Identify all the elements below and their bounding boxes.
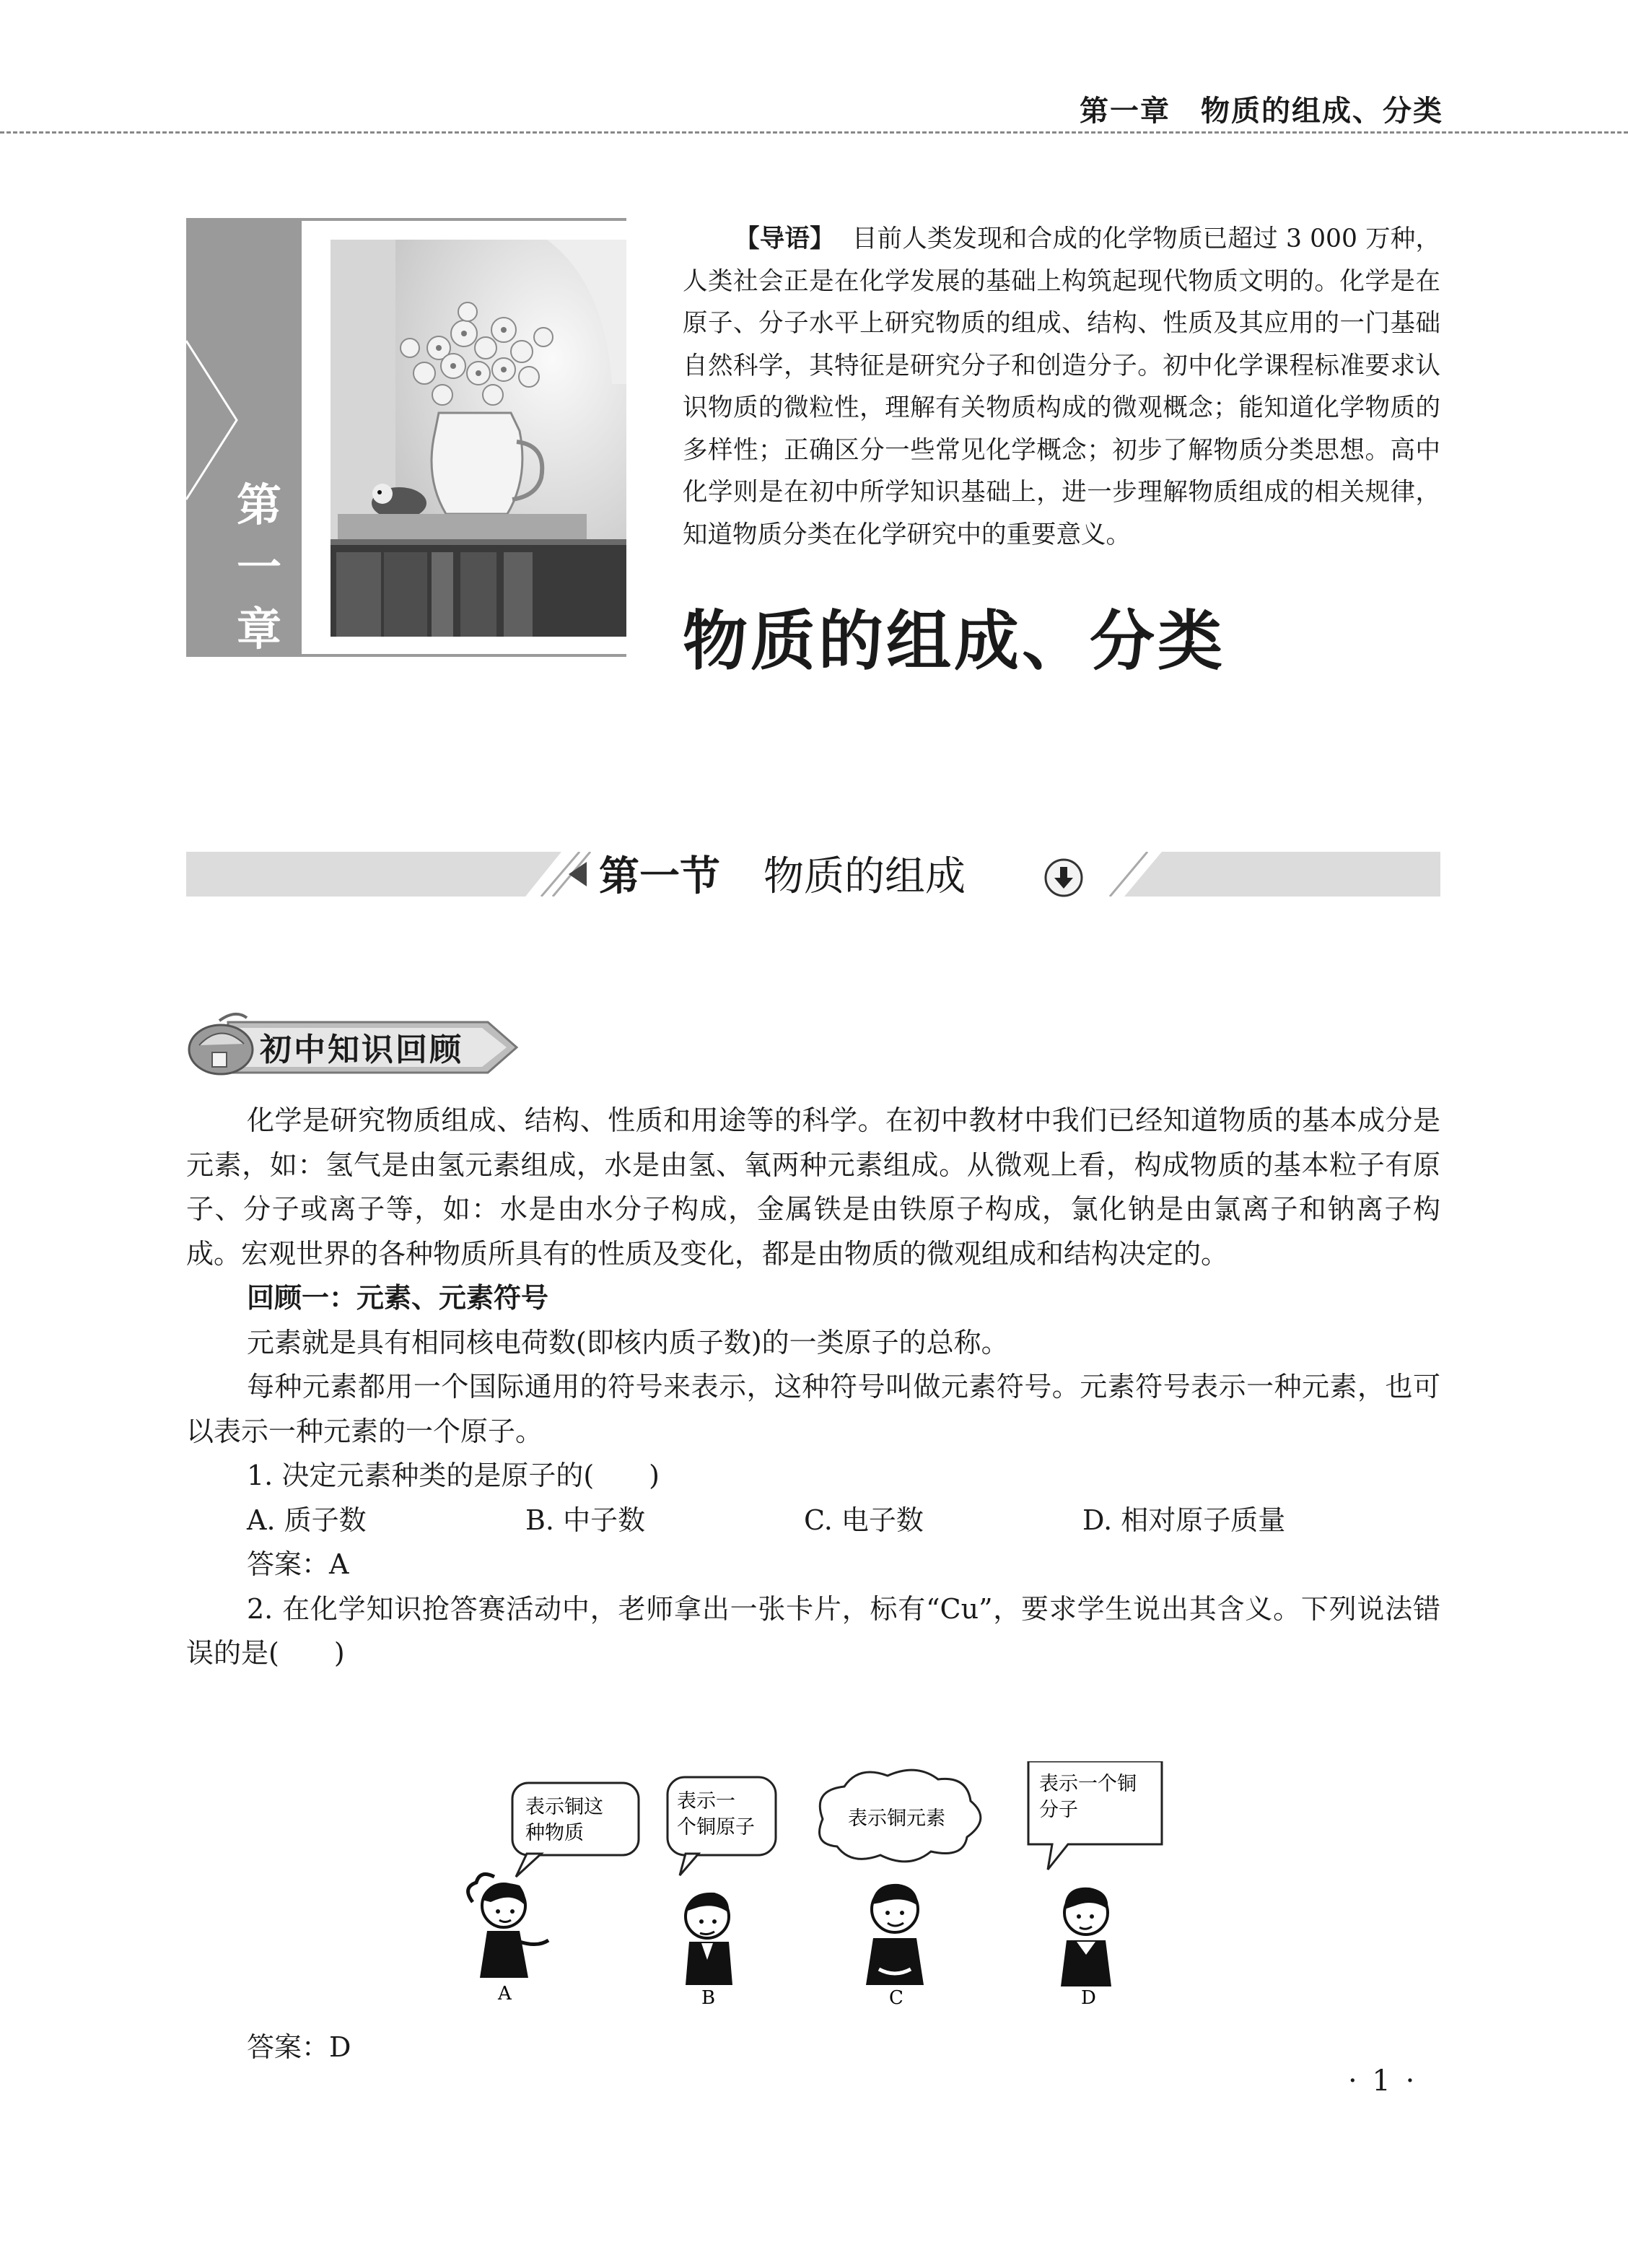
question-2: 2. 在化学知识抢答赛活动中，老师拿出一张卡片，标有“Cu”，要求学生说出其含义。下列说法错误的是( ) [186, 1592, 1440, 1669]
label-c: C [889, 1987, 903, 2007]
chapter-number-vertical [227, 474, 292, 660]
chapter-char: 第 [236, 479, 281, 531]
review-heading: 回顾一：元素、元素符号 [247, 1282, 549, 1314]
label-d: D [1081, 1987, 1096, 2007]
answer-1: 答案：A [247, 1548, 349, 1580]
option-a: A. 质子数 [247, 1504, 367, 1536]
chapter-photo [331, 240, 626, 637]
option-d: D. 相对原子质量 [1082, 1504, 1286, 1536]
bubble-a-line1: 表示铜这 [525, 1796, 603, 1818]
label-a: A [498, 1983, 512, 2005]
option-b: B. 中子数 [525, 1504, 646, 1536]
bubble-c-line1: 表示铜元素 [848, 1807, 945, 1830]
speech-bubble-a [512, 1783, 639, 1877]
section-title [599, 845, 966, 902]
banner-top-rule [302, 218, 626, 221]
bubble-a-line2: 种物质 [525, 1822, 584, 1844]
section-name: 物质的组成 [763, 853, 966, 900]
person-b [686, 1893, 732, 1985]
intro-paragraph: 化学是研究物质组成、结构、性质和用途等的科学。在初中教材中我们已经知道物质的基本成分是元素，如：氢气是由氢元素组成，水是由氢、氧两种元素组成。从微观上看，构成物质的基本粒子有原子、分子或离子等，如：水是由水分子构成，金属铁是由铁原子构成，氯化钠是由氯离子和钠离子构成。宏观世界的各种物质所具有的性质及变化，都是由物质的微观组成和结构决定的。 [186, 1104, 1440, 1270]
definition-paragraph: 元素就是具有相同核电荷数(即核内质子数)的一类原子的总称。 [247, 1326, 1009, 1358]
speech-bubble-d [1028, 1761, 1162, 1870]
option-c: C. 电子数 [804, 1504, 924, 1536]
bubble-d-line1: 表示一个铜 [1039, 1773, 1137, 1795]
person-c [866, 1884, 924, 1985]
chapter-intro [683, 218, 1440, 556]
review-badge-label: 初中知识回顾 [260, 1031, 463, 1068]
chapter-banner [186, 218, 626, 657]
section-number: 第一节 [599, 853, 720, 900]
intro-text: 目前人类发现和合成的化学物质已超过 3 000 万种，人类社会正是在化学发展的基础上构筑起现代物质文明的。化学是在原子、分子水平上研究物质的组成、结构、性质及其应用的一门基础自然科学，其特征是研究分子和创造分子。初中化学课程标准要求认识物质的微粒性，理解有关物质构成的微观概念；能知道化学物质的多样性；正确区分一些常见化学概念；初步了解物质分类思想。高中化学则是在初中所学知识基础上，进一步理解物质组成的相关规律，知道物质分类在化学研究中的重要意义。 [683, 224, 1441, 549]
header-divider [0, 131, 1628, 134]
bubble-b-line1: 表示一 [677, 1790, 735, 1813]
running-header: 第一章 物质的组成、分类 [1080, 95, 1443, 128]
speech-bubble-b [668, 1777, 776, 1875]
question-1-options [186, 1499, 1440, 1543]
person-a [468, 1874, 548, 1978]
person-d [1061, 1888, 1111, 1986]
body-content [186, 1099, 1440, 1676]
chapter-char: 一 [236, 541, 281, 593]
answer-2: 答案：D [247, 2031, 351, 2063]
chapter-title: 物质的组成、分类 [683, 603, 1225, 679]
symbol-paragraph: 每种元素都用一个国际通用的符号来表示，这种符号叫做元素符号。元素符号表示一种元素，也可以表示一种元素的一个原子。 [186, 1371, 1440, 1447]
bubble-b-line2: 个铜原子 [677, 1816, 755, 1839]
cartoon-illustration [447, 1761, 1198, 2007]
speech-bubble-c [820, 1770, 981, 1862]
bubble-d-line2: 分子 [1039, 1799, 1078, 1821]
banner-bottom-rule [302, 654, 626, 657]
page-number: · 1 · [1348, 2064, 1418, 2098]
download-arrow-icon[interactable] [1043, 858, 1084, 898]
label-b: B [701, 1987, 716, 2007]
intro-tag: 【导语】 [735, 224, 835, 253]
question-1: 1. 决定元素种类的是原子的( ) [247, 1460, 660, 1491]
chapter-char: 章 [236, 603, 281, 655]
